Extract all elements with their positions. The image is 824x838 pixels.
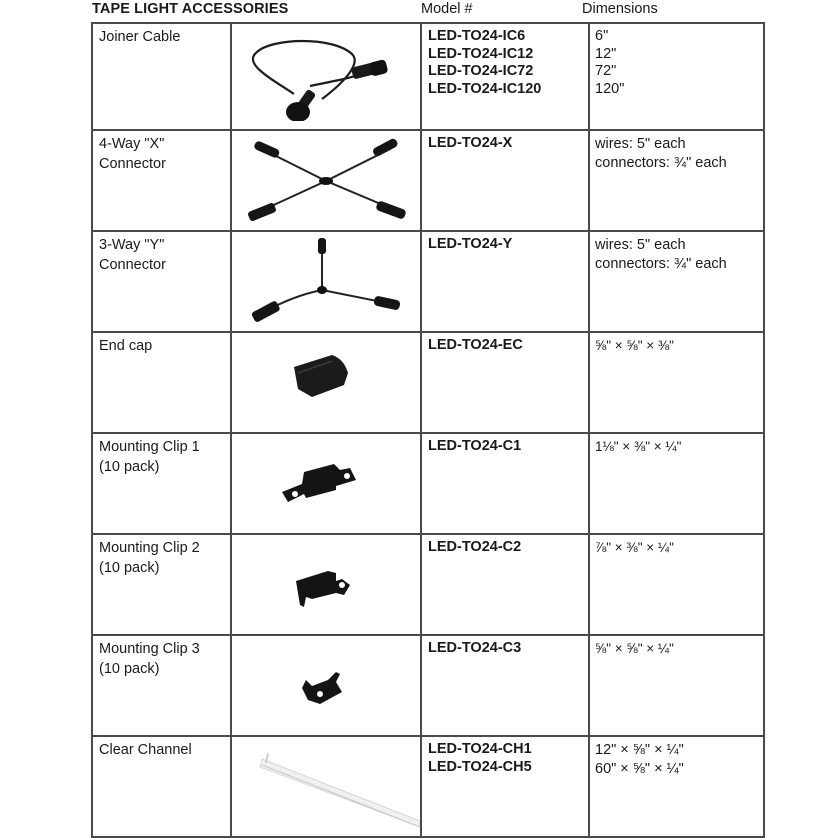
- page-title: TAPE LIGHT ACCESSORIES: [92, 1, 289, 17]
- model-number: LED-TO24-IC12: [428, 45, 534, 62]
- dimensions-cell: [589, 23, 764, 130]
- model-cell: [421, 332, 589, 433]
- model-cell: [421, 534, 589, 635]
- mounting-clip-2-icon: [232, 535, 420, 634]
- model-number: LED-TO24-CH1: [428, 741, 532, 757]
- dimensions-cell: [589, 332, 764, 433]
- product-image-cell: [231, 736, 421, 837]
- product-name-cell: [92, 534, 231, 635]
- product-name: Joiner Cable: [99, 29, 181, 45]
- dimensions-cell: [589, 130, 764, 231]
- column-header-dimensions: Dimensions: [582, 1, 658, 17]
- table-row: [92, 332, 764, 433]
- product-name: (10 pack): [99, 660, 160, 677]
- dimensions-cell: [589, 534, 764, 635]
- dimension-value: connectors: ¾" each: [595, 256, 727, 272]
- dimension-value: 72": [595, 63, 617, 79]
- table-row: [92, 534, 764, 635]
- dimension-value: ⅝" × ⅝" × ¼": [595, 641, 674, 656]
- dimensions-cell: [589, 433, 764, 534]
- product-name: Mounting Clip 2: [99, 540, 200, 556]
- dimensions-cell: [589, 635, 764, 736]
- dimension-value: wires: 5" each: [595, 136, 686, 152]
- model-cell: [421, 635, 589, 736]
- product-image-cell: [231, 332, 421, 433]
- product-image-cell: [231, 23, 421, 130]
- model-cell: [421, 736, 589, 837]
- product-name: (10 pack): [99, 458, 160, 475]
- dimension-value: connectors: ¾" each: [595, 155, 727, 171]
- product-name-cell: [92, 736, 231, 837]
- product-name: 4-Way "X": [99, 136, 165, 152]
- dimension-value: wires: 5" each: [595, 237, 686, 253]
- dimension-value: 1⅛" × ⅜" × ¼": [595, 439, 682, 454]
- model-cell: [421, 23, 589, 130]
- model-number: LED-TO24-Y: [428, 236, 513, 252]
- dimension-value: 60" × ⅝" × ¼": [595, 761, 684, 777]
- model-number: LED-TO24-CH5: [428, 758, 532, 775]
- model-cell: [421, 433, 589, 534]
- product-name-cell: [92, 231, 231, 332]
- model-number: LED-TO24-EC: [428, 337, 523, 353]
- table-row: [92, 130, 764, 231]
- product-name: 3-Way "Y": [99, 237, 165, 253]
- end-cap-icon: [232, 333, 420, 432]
- model-cell: [421, 231, 589, 332]
- product-name-cell: [92, 635, 231, 736]
- model-number: LED-TO24-C3: [428, 640, 522, 656]
- model-number: LED-TO24-IC72: [428, 63, 534, 79]
- product-name: (10 pack): [99, 559, 160, 576]
- model-cell: [421, 130, 589, 231]
- model-number: LED-TO24-IC120: [428, 80, 542, 97]
- table-row: [92, 635, 764, 736]
- table-row: [92, 231, 764, 332]
- table-row: [92, 23, 764, 130]
- product-image-cell: [231, 231, 421, 332]
- product-name-cell: [92, 433, 231, 534]
- mounting-clip-1-icon: [232, 434, 420, 533]
- column-header-model: Model #: [421, 1, 473, 17]
- dimension-value: ⅞" × ⅜" × ¼": [595, 540, 674, 555]
- product-image-cell: [231, 433, 421, 534]
- product-name-cell: [92, 23, 231, 130]
- product-name-cell: [92, 332, 231, 433]
- clear-channel-icon: [232, 737, 420, 836]
- product-name: Mounting Clip 1: [99, 439, 200, 455]
- dimension-value: 12": [595, 45, 617, 62]
- product-name: Mounting Clip 3: [99, 641, 200, 657]
- table-row: [92, 433, 764, 534]
- product-name: Connector: [99, 155, 166, 172]
- product-name: Connector: [99, 256, 166, 273]
- x-connector-icon: [232, 131, 420, 230]
- product-name-cell: [92, 130, 231, 231]
- product-image-cell: [231, 534, 421, 635]
- joiner-cable-icon: [232, 24, 420, 129]
- dimensions-cell: [589, 736, 764, 837]
- product-name: End cap: [99, 338, 153, 354]
- product-name: Clear Channel: [99, 742, 192, 758]
- accessories-table: [91, 22, 765, 838]
- dimension-value: 120": [595, 80, 625, 97]
- dimension-value: ⅝" × ⅝" × ⅜": [595, 338, 674, 353]
- product-image-cell: [231, 635, 421, 736]
- table-row: [92, 736, 764, 837]
- model-number: LED-TO24-IC6: [428, 28, 526, 44]
- model-number: LED-TO24-X: [428, 135, 513, 151]
- dimensions-cell: [589, 231, 764, 332]
- mounting-clip-3-icon: [232, 636, 420, 735]
- y-connector-icon: [232, 232, 420, 331]
- model-number: LED-TO24-C1: [428, 438, 522, 454]
- model-number: LED-TO24-C2: [428, 539, 522, 555]
- dimension-value: 12" × ⅝" × ¼": [595, 742, 684, 758]
- dimension-value: 6": [595, 28, 609, 44]
- product-image-cell: [231, 130, 421, 231]
